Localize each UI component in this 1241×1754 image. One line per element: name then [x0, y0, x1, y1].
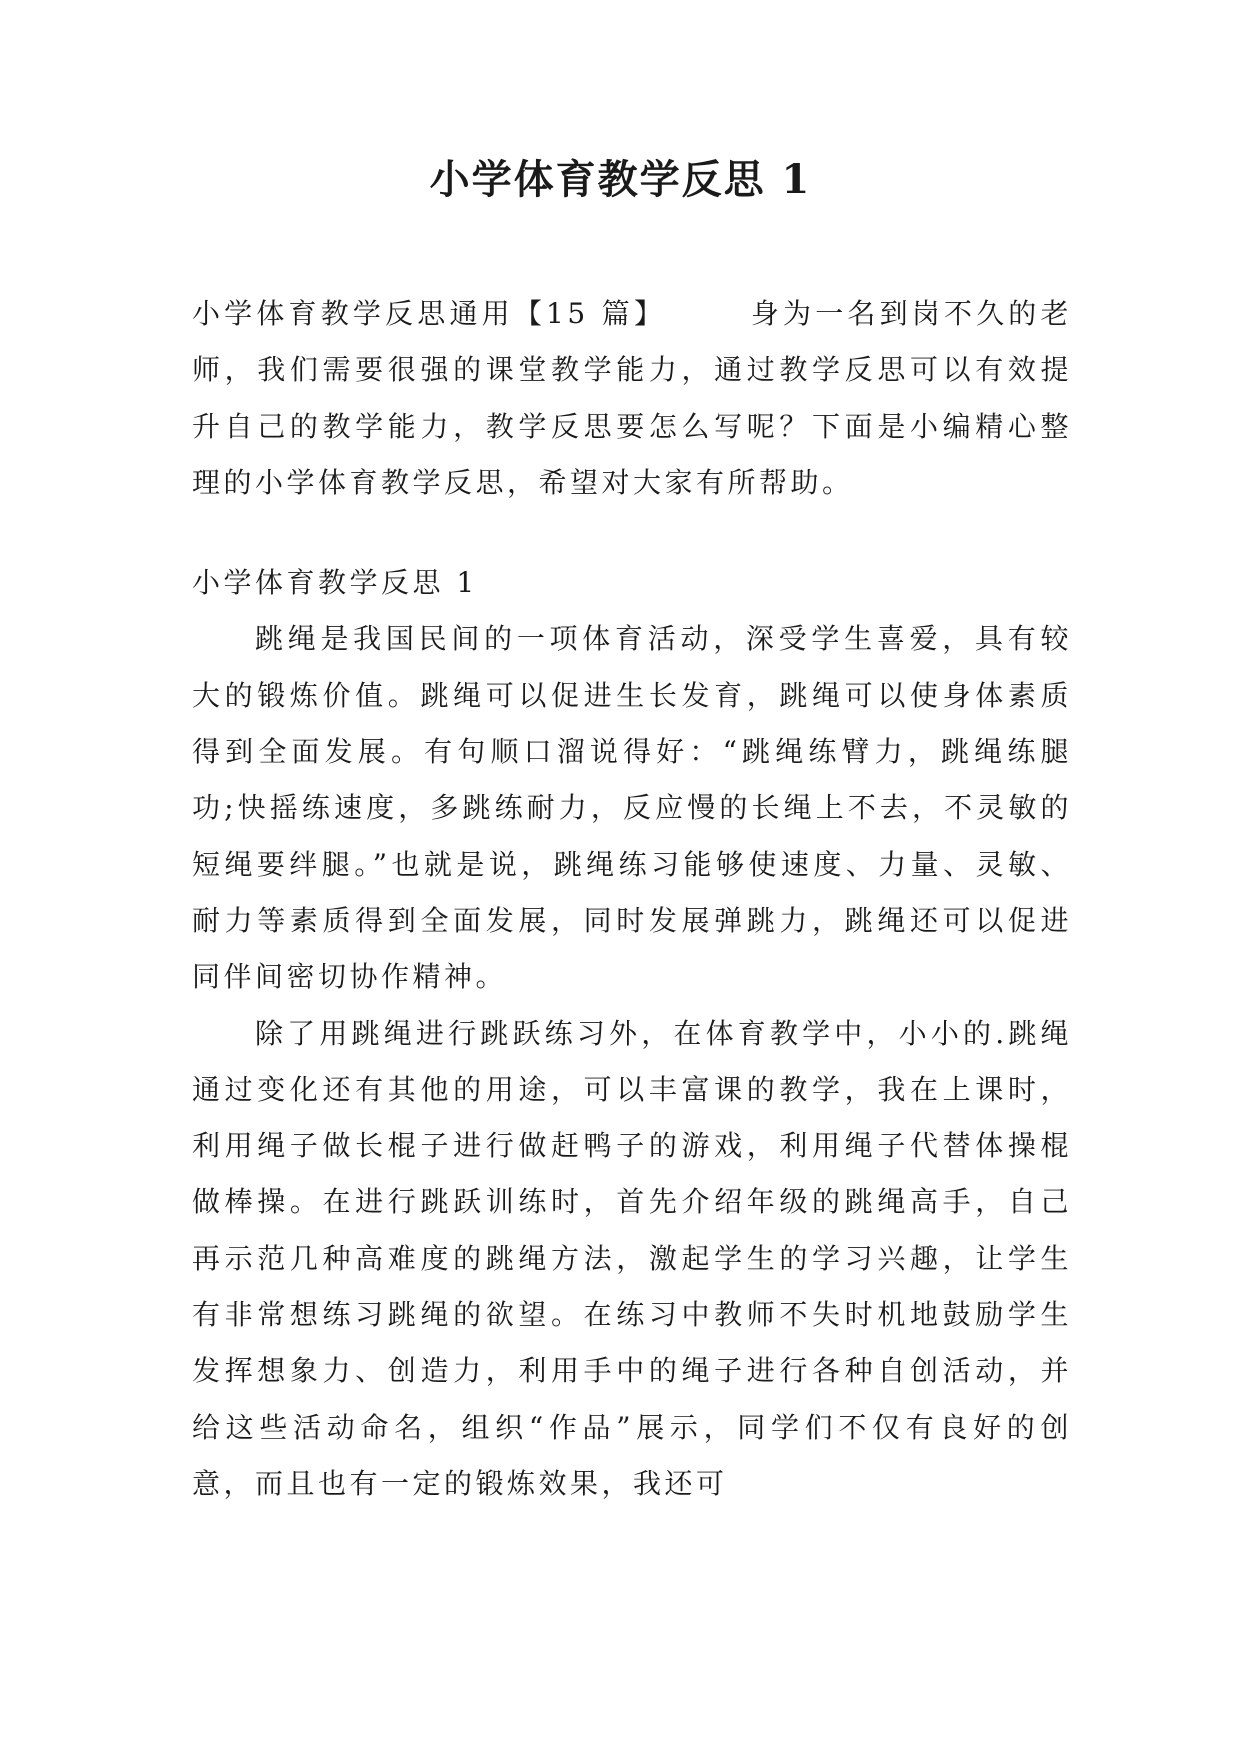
section-heading: 小学体育教学反思 1	[192, 566, 478, 600]
section-spacer	[192, 511, 1072, 555]
body-paragraph: 跳绳是我国民间的一项体育活动，深受学生喜爱，具有较大的锻炼价值。跳绳可以促进生长发育，跳绳可以使身体素质得到全面发展。有句顺口溜说得好：“跳绳练臂力，跳绳练腿功;快摇练速度，多跳练耐力，反应慢的长绳上不去，不灵敏的短绳要绊腿。”也就是说，跳绳练习能够使速度、力量、灵敏、耐力等素质得到全面发展，同时发展弹跳力，跳绳还可以促进同伴间密切协作精神。	[192, 622, 1072, 994]
intro-text: 身为一名到岗不久的老师，我们需要很强的课堂教学能力，通过教学反思可以有效提升自己的教学能力，教学反思要怎么写呢？下面是小编精心整理的小学体育教学反思，希望对大家有所帮助。	[192, 297, 1072, 499]
body-paragraph: 除了用跳绳进行跳跃练习外，在体育教学中，小小的.跳绳通过变化还有其他的用途，可以丰富课的教学，我在上课时，利用绳子做长棍子进行做赶鸭子的游戏，利用绳子代替体操棍做棒操。在进行跳跃训练时，首先介绍年级的跳绳高手，自己再示范几种高难度的跳绳方法，激起学生的学习兴趣，让学生有非常想练习跳绳的欲望。在练习中教师不失时机地鼓励学生发挥想象力、创造力，利用手中的绳子进行各种自创活动，并给这些活动命名，组织“作品”展示，同学们不仅有良好的创意，而且也有一定的锻炼效果，我还可	[192, 1016, 1072, 1500]
document-title: 小学体育教学反思 1	[429, 156, 812, 203]
intro-heading: 小学体育教学反思通用【15 篇】	[192, 297, 667, 330]
document-body	[192, 286, 1072, 1512]
intro-paragraph	[192, 286, 1072, 511]
